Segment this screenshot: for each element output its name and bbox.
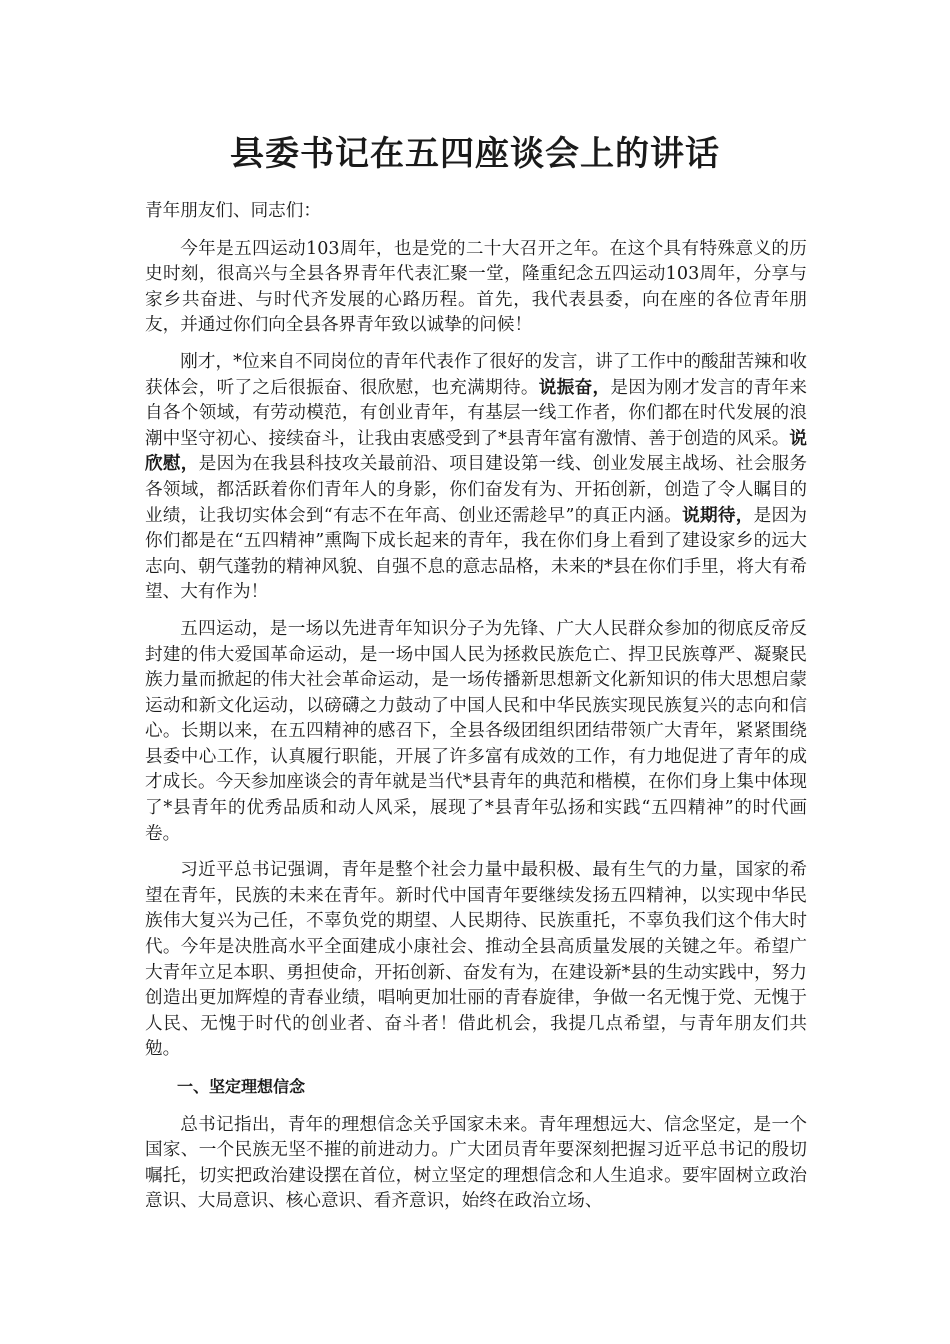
emphasis-xinwei: 说欣慰，	[145, 428, 807, 475]
section-heading-1: 一、坚定理想信念	[177, 1077, 306, 1096]
paragraph-2-zhenfen-text: 是因为刚才发言的青年来自各个领域，有劳动模范，有创业青年，有基层一线工作者，你们都在时代发展的浪潮中坚守初心、接续奋斗，让我由衷感受到了*县青年富有激情、善于创造的风采。	[145, 377, 807, 449]
paragraph-2-qidai-text: 是因为你们都是在“五四精神”熏陶下成长起来的青年，我在你们身上看到了建设家乡的远大志向、朝气蓬勃的精神风貌、自强不息的意志品格，未来的*县在你们手里，将大有希望、大有作为！	[145, 505, 807, 603]
paragraph-2	[145, 350, 807, 606]
paragraph-4: 习近平总书记强调，青年是整个社会力量中最积极、最有生气的力量，国家的希望在青年，民族的未来在青年。新时代中国青年要继续发扬五四精神，以实现中华民族伟大复兴为己任，不辜负党的期望、人民期待、民族重托，不辜负我们这个伟大时代。今年是决胜高水平全面建成小康社会、推动全县高质量发展的关键之年。希望广大青年立足本职、勇担使命，开拓创新、奋发有为，在建设新*县的生动实践中，努力创造出更加辉煌的青春业绩，唱响更加壮丽的青春旋律，争做一名无愧于党、无愧于人民、无愧于时代的创业者、奋斗者！借此机会，我提几点希望，与青年朋友们共勉。	[145, 860, 807, 1060]
paragraph-1: 今年是五四运动103周年，也是党的二十大召开之年。在这个具有特殊意义的历史时刻，很高兴与全县各界青年代表汇聚一堂，隆重纪念五四运动103周年，分享与家乡共奋进、与时代齐发展的心路历程。首先，我代表县委，向在座的各位青年朋友，并通过你们向全县各界青年致以诚挚的问候！	[145, 238, 807, 336]
paragraph-5: 总书记指出，青年的理想信念关乎国家未来。青年理想远大、信念坚定，是一个国家、一个民族无坚不摧的前进动力。广大团员青年要深刻把握习近平总书记的殷切嘱托，切实把政治建设摆在首位，树立坚定的理想信念和人生追求。要牢固树立政治意识、大局意识、核心意识、看齐意识，始终在政治立场、	[145, 1114, 807, 1212]
paragraph-3: 五四运动，是一场以先进青年知识分子为先锋、广大人民群众参加的彻底反帝反封建的伟大爱国革命运动，是一场中国人民为拯救民族危亡、捍卫民族尊严、凝聚民族力量而掀起的伟大社会革命运动，是一场传播新思想新文化新知识的伟大思想启蒙运动和新文化运动，以磅礴之力鼓动了中国人民和中华民族实现民族复兴的志向和信心。长期以来，在五四精神的感召下，全县各级团组织团结带领广大青年，紧紧围绕县委中心工作，认真履行职能，开展了许多富有成效的工作，有力地促进了青年的成才成长。今天参加座谈会的青年就是当代*县青年的典范和楷模，在你们身上集中体现了*县青年的优秀品质和动人风采，展现了*县青年弘扬和实践“五四精神”的时代画卷。	[145, 618, 807, 844]
document-body	[145, 199, 807, 1226]
paragraph-2-intro: 刚才，*位来自不同岗位的青年代表作了很好的发言，讲了工作中的酸甜苦辣和收获体会，听了之后很振奋、很欣慰，也充满期待。	[145, 351, 807, 398]
document-title: 县委书记在五四座谈会上的讲话	[230, 134, 720, 174]
paragraph-2-xinwei-text: 是因为在我县科技攻关最前沿、项目建设第一线、创业发展主战场、社会服务各领域，都活跃着你们青年人的身影，你们奋发有为、开拓创新，创造了令人瞩目的业绩，让我切实体会到“有志不在年高、创业还需趁早”的真正内涵。	[145, 454, 807, 526]
emphasis-zhenfen: 说振奋，	[538, 377, 611, 398]
salutation: 青年朋友们、同志们：	[145, 201, 321, 221]
emphasis-qidai: 说期待，	[682, 505, 754, 526]
